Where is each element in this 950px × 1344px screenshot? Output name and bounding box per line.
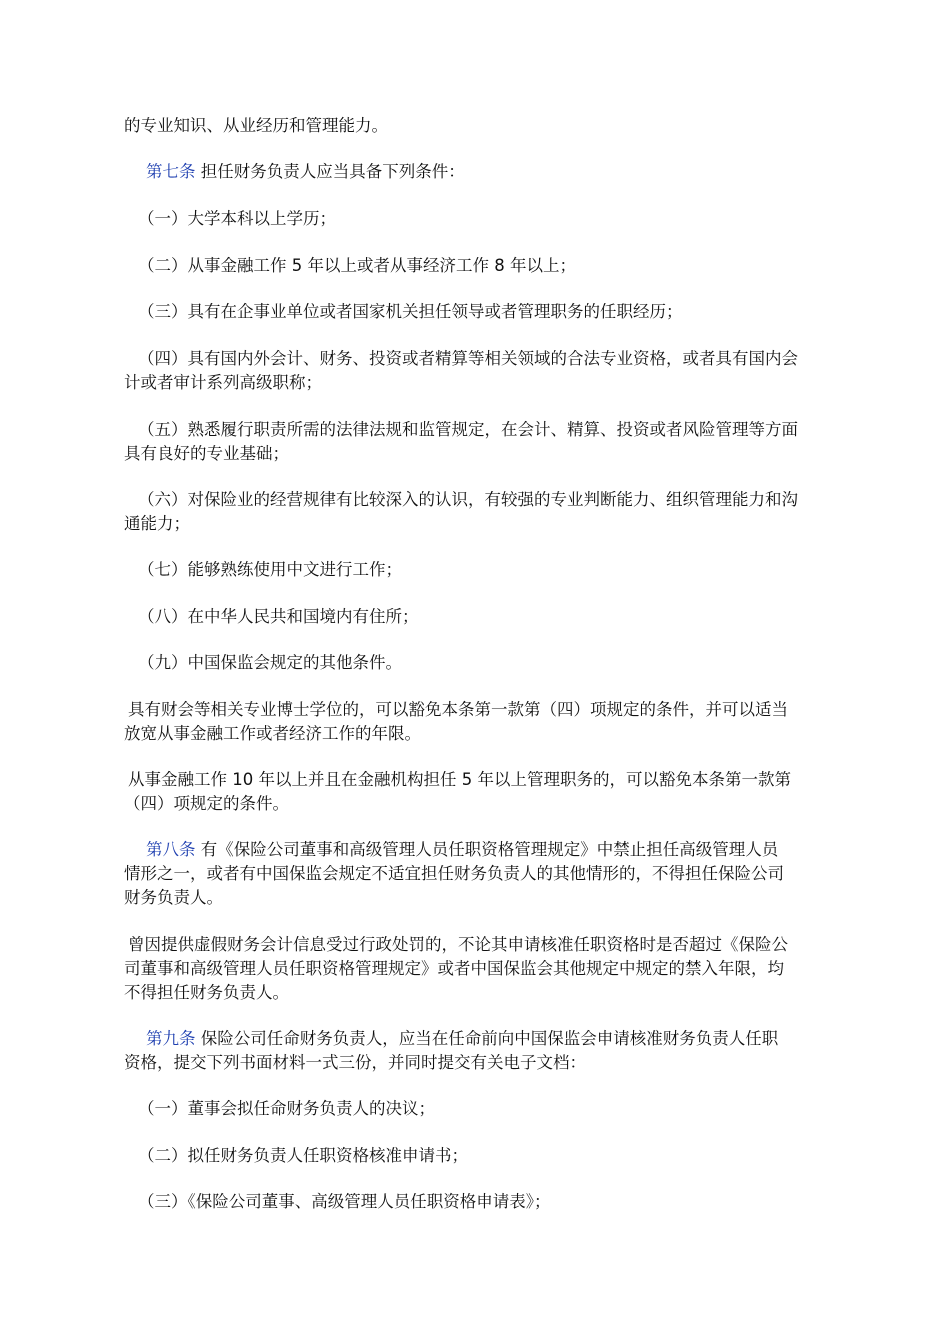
article-9-heading: 第九条 [146,1029,196,1048]
article-9-item-2: （二）拟任财务负责人任职资格核准申请书； [138,1146,468,1165]
article-8-paragraph-line-3: 不得担任财务负责人。 [124,983,289,1002]
article-7-item-5-line-1: （五）熟悉履行职责所需的法律法规和监管规定，在会计、精算、投资或者风险管理等方面 [138,420,798,439]
article-7-item-6-line-1: （六）对保险业的经营规律有比较深入的认识，有较强的专业判断能力、组织管理能力和沟 [138,490,798,509]
article-7-item-8: （八）在中华人民共和国境内有住所； [138,607,419,626]
article-9-line-2: 资格，提交下列书面材料一式三份，并同时提交有关电子文档： [124,1053,586,1072]
article-7-paragraph-2-line-2: （四）项规定的条件。 [124,794,289,813]
article-7-item-5-line-2: 具有良好的专业基础； [124,444,289,463]
article-9-first-line [124,1027,836,1051]
article-9-line-1: 保险公司任命财务负责人，应当在任命前向中国保监会申请核准财务负责人任职 [200,1029,779,1048]
article-8-heading: 第八条 [146,840,196,859]
article-8-line-1: 有《保险公司董事和高级管理人员任职资格管理规定》中禁止担任高级管理人员 [200,840,779,859]
article-8-paragraph-line-2: 司董事和高级管理人员任职资格管理规定》或者中国保监会其他规定中规定的禁入年限，均 [124,959,784,978]
article-7-first-line [124,160,836,184]
article-7-item-3: （三）具有在企事业单位或者国家机关担任领导或者管理职务的任职经历； [138,302,683,321]
article-7-paragraph-1-line-1: 具有财会等相关专业博士学位的，可以豁免本条第一款第（四）项规定的条件，并可以适当 [128,700,788,719]
article-8-line-3: 财务负责人。 [124,888,223,907]
article-7-item-4-line-1: （四）具有国内外会计、财务、投资或者精算等相关领域的合法专业资格，或者具有国内会 [138,349,798,368]
article-7-item-6-line-2: 通能力； [124,514,190,533]
article-7-item-7: （七）能够熟练使用中文进行工作； [138,560,402,579]
article-7-item-2: （二）从事金融工作 5 年以上或者从事经济工作 8 年以上； [138,256,576,275]
article-8-line-2: 情形之一，或者有中国保监会规定不适宜担任财务负责人的其他情形的，不得担任保险公司 [124,864,784,883]
article-7-text: 担任财务负责人应当具备下列条件： [200,162,465,181]
article-7-paragraph-2-line-1: 从事金融工作 10 年以上并且在金融机构担任 5 年以上管理职务的，可以豁免本条第一款第 [128,770,791,789]
article-7-item-1: （一）大学本科以上学历； [138,209,336,228]
intro-line: 的专业知识、从业经历和管理能力。 [124,116,388,135]
article-7-item-4-line-2: 计或者审计系列高级职称； [124,373,322,392]
article-7-heading: 第七条 [146,162,196,181]
article-8-first-line [124,838,836,862]
article-7-paragraph-1-line-2: 放宽从事金融工作或者经济工作的年限。 [124,724,421,743]
article-8-paragraph-line-1: 曾因提供虚假财务会计信息受过行政处罚的，不论其申请核准任职资格时是否超过《保险公 [128,935,788,954]
article-7-item-9: （九）中国保监会规定的其他条件。 [138,653,402,672]
article-9-item-3: （三）《保险公司董事、高级管理人员任职资格申请表》； [138,1192,551,1211]
article-9-item-1: （一）董事会拟任命财务负责人的决议； [138,1099,435,1118]
